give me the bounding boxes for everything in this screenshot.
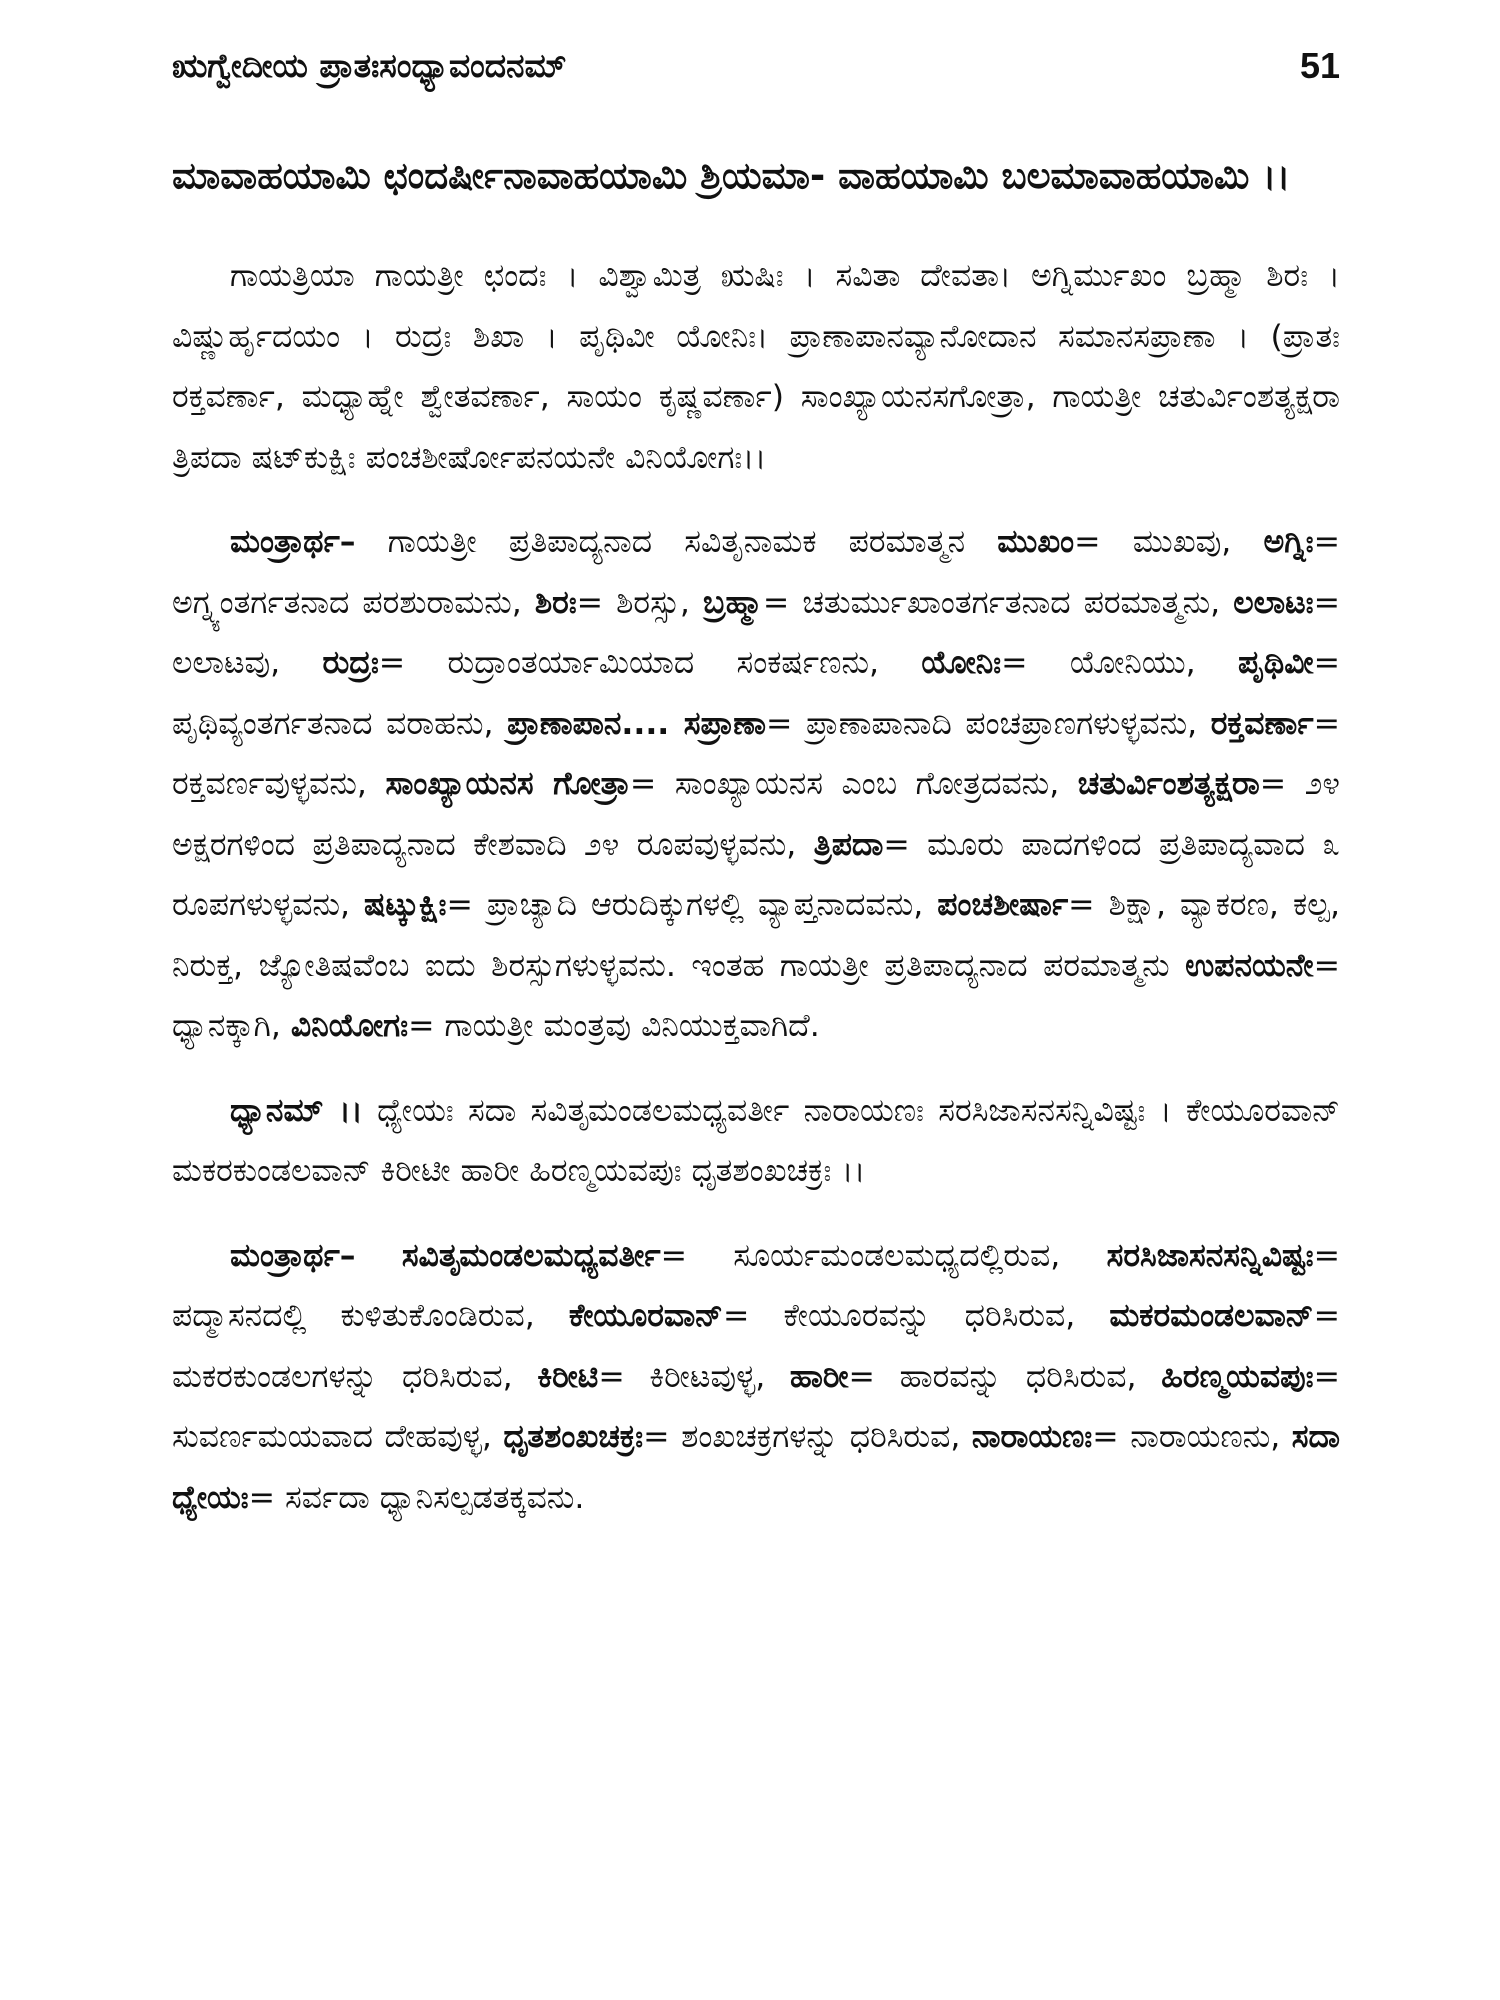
gloss-text: = ಚತುರ್ಮುಖಾಂತರ್ಗತನಾದ ಪರಮಾತ್ಮನು, [762,584,1234,621]
gloss-term: ಮಕರಮಂಡಲವಾನ್ [1109,1298,1314,1334]
gloss-text: = ಶಿರಸ್ಸು, [576,584,703,621]
gloss-text: = ಸಾಂಖ್ಯಾಯನಸ ಎಂಬ ಗೋತ್ರದವನು, [629,766,1078,802]
mantrartha-paragraph-2 [172,1226,1340,1529]
invocation-verse: ಮಾವಾಹಯಾಮಿ ಛಂದರ್ಷೀನಾವಾಹಯಾಮಿ ಶ್ರಿಯಮಾ- ವಾಹಯಾಮಿ ಬಲಮಾವಾಹಯಾಮಿ ।। [172,154,1291,197]
gloss-term: ಉಪನಯನೇ [1185,947,1314,984]
gloss-term: ಸದಾ ಧ್ಯೇಯಃ [172,1419,1340,1516]
gloss-term: ಬ್ರಹ್ಮಾ [702,584,763,621]
gloss-term: ಯೋನಿಃ [921,645,1002,681]
gloss-term: ಹಾರೀ [789,1358,849,1395]
dhyana-paragraph [172,1081,1340,1202]
gloss-text: = ಪೃಥಿವ್ಯಂತರ್ಗತನಾದ ವರಾಹನು, [172,645,1340,742]
gloss-text: = ಗಾಯತ್ರೀ ಮಂತ್ರವು ವಿನಿಯುಕ್ತವಾಗಿದೆ. [408,1008,820,1044]
mantrartha-paragraph-1 [172,512,1340,1057]
mantrartha-label: ಮಂತ್ರಾರ್ಥ– [230,1237,356,1274]
gloss-term: ರಕ್ತವರ್ಣಾ [1210,705,1314,742]
gloss-text: ಗಾಯತ್ರೀ ಪ್ರತಿಪಾದ್ಯನಾದ ಸವಿತೃನಾಮಕ ಪರಮಾತ್ಮನ [355,524,998,560]
page-number: 51 [1299,45,1340,86]
gloss-term: ಪೃಥಿವೀ [1237,645,1314,681]
page-header [172,38,1340,94]
gloss-text: = ಕೇಯೂರವನ್ನು ಧರಿಸಿರುವ, [722,1298,1110,1334]
gloss-text: = ಸುವರ್ಣಮಯವಾದ ದೇಹವುಳ್ಳ, [172,1358,1340,1455]
page-body [172,136,1340,1528]
gloss-term: ಪ್ರಾಣಾಪಾನ.... ಸಪ್ರಾಣಾ [507,705,767,742]
gloss-term: ಮುಖಂ [997,524,1075,560]
gloss-text: = ಸರ್ವದಾ ಧ್ಯಾನಿಸಲ್ಪಡತಕ್ಕವನು. [248,1479,585,1516]
gloss-text: = ಪದ್ಮಾಸನದಲ್ಲಿ ಕುಳಿತುಕೊಂಡಿರುವ, [172,1237,1340,1334]
gloss-text: = ಲಲಾಟವು, [172,584,1340,681]
gloss-term: ತ್ರಿಪದಾ [813,826,884,863]
mantrartha-label: ಮಂತ್ರಾರ್ಥ– [230,524,356,560]
gloss-text: = ಪ್ರಾಣಾಪಾನಾದಿ ಪಂಚಪ್ರಾಣಗಳುಳ್ಳವನು, [766,705,1211,742]
gloss-term: ವಿನಿಯೋಗಃ [290,1008,409,1044]
gloss-text: = ಕಿರೀಟವುಳ್ಳ, [598,1358,790,1395]
dhyana-verse: ಧ್ಯೇಯಃ ಸದಾ ಸವಿತೃಮಂಡಲಮಧ್ಯವರ್ತೀ ನಾರಾಯಣಃ ಸರಸಿಜಾಸನಸನ್ನಿವಿಷ್ಟಃ । ಕೇಯೂರವಾನ್ ಮಕರಕುಂಡಲವಾನ್ ಕಿರೀಟೀ ಹಾರೀ ಹಿರಣ್ಮಯವಪುಃ ಧೃತಶಂಖಚಕ್ರಃ ।। [172,1092,1340,1189]
running-title: ಋಗ್ವೇದೀಯ ಪ್ರಾತಃಸಂಧ್ಯಾವಂದನಮ್ [172,46,567,85]
gloss-text: = ಶಂಖಚಕ್ರಗಳನ್ನು ಧರಿಸಿರುವ, [643,1419,972,1455]
gloss-term: ಸವಿತೃಮಂಡಲಮಧ್ಯವರ್ತೀ [401,1237,661,1274]
gloss-term: ಅಗ್ನಿಃ [1263,524,1314,560]
gloss-text: = ೨೪ ಅಕ್ಷರಗಳಿಂದ ಪ್ರತಿಪಾದ್ಯನಾದ ಕೇಶವಾದಿ ೨೪ ರೂಪವುಳ್ಳವನು, [172,766,1340,863]
gloss-text: = ಪ್ರಾಚ್ಯಾದಿ ಆರುದಿಕ್ಕುಗಳಲ್ಲಿ ವ್ಯಾಪ್ತನಾದವನು, [446,887,938,923]
gloss-text: = ರಕ್ತವರ್ಣವುಳ್ಳವನು, [172,705,1340,802]
gloss-term: ನಾರಾಯಣಃ [971,1419,1093,1455]
gloss-text: = ಮೂರು ಪಾದಗಳಿಂದ ಪ್ರತಿಪಾದ್ಯವಾದ ೩ ರೂಪಗಳುಳ್ಳವನು, [172,826,1341,923]
gloss-text: = ಮಕರಕುಂಡಲಗಳನ್ನು ಧರಿಸಿರುವ, [172,1298,1340,1395]
gloss-term: ಸಾಂಖ್ಯಾಯನಸ ಗೋತ್ರಾ [385,766,630,802]
gloss-text: = ಸೂರ್ಯಮಂಡಲಮಧ್ಯದಲ್ಲಿರುವ, [660,1237,1107,1274]
gloss-term: ಹಿರಣ್ಮಯವಪುಃ [1161,1358,1314,1395]
gloss-text: = ಹಾರವನ್ನು ಧರಿಸಿರುವ, [848,1358,1162,1395]
gloss-term: ಲಲಾಟಃ [1233,584,1314,621]
gloss-term: ಸರಸಿಜಾಸನಸನ್ನಿವಿಷ್ಟಃ [1106,1237,1314,1274]
gloss-text: = ಯೋನಿಯು, [1001,645,1238,681]
gloss-term: ಶಿರಃ [534,584,577,621]
viniyoga-paragraph: ಗಾಯತ್ರಿಯಾ ಗಾಯತ್ರೀ ಛಂದಃ । ವಿಶ್ವಾಮಿತ್ರ ಋಷಿಃ । ಸವಿತಾ ದೇವತಾ। ಅಗ್ನಿರ್ಮುಖಂ ಬ್ರಹ್ಮಾ ಶಿರಃ । ವಿಷ್ಣುರ್ಹೃದಯಂ । ರುದ್ರಃ ಶಿಖಾ । ಪೃಥಿವೀ ಯೋನಿಃ। ಪ್ರಾಣಾಪಾನವ್ಯಾನೋದಾನ ಸಮಾನಸಪ್ರಾಣಾ । (ಪ್ರಾತಃ ರಕ್ತವರ್ಣಾ, ಮಧ್ಯಾಹ್ನೇ ಶ್ವೇತವರ್ಣಾ, ಸಾಯಂ ಕೃಷ್ಣವರ್ಣಾ) ಸಾಂಖ್ಯಾಯನಸಗೋತ್ರಾ, ಗಾಯತ್ರೀ ಚತುರ್ವಿಂಶತ್ಯಕ್ಷರಾ ತ್ರಿಪದಾ ಷಟ್‌ಕುಕ್ಷಿಃ ಪಂಚಶೀರ್ಷೋಪನಯನೇ ವಿನಿಯೋಗಃ।। [172,258,1340,476]
gloss-term: ಕಿರೀಟಿ [537,1358,599,1395]
gloss-text: = ರುದ್ರಾಂತರ್ಯಾಮಿಯಾದ ಸಂಕರ್ಷಣನು, [378,645,922,681]
gloss-term: ಧೃತಶಂಖಚಕ್ರಃ [503,1419,644,1455]
gloss-text: = ಅಗ್ನ್ಯಂತರ್ಗತನಾದ ಪರಶುರಾಮನು, [172,524,1340,621]
gloss-term: ಪಂಚಶೀರ್ಷಾ [937,887,1069,923]
gloss-text: = ಧ್ಯಾನಕ್ಕಾಗಿ, [172,947,1340,1044]
dhyana-label: ಧ್ಯಾನಮ್ ।। [230,1092,363,1129]
gloss-text: = ನಾರಾಯಣನು, [1092,1419,1292,1455]
gloss-text: = ಶಿಕ್ಷಾ, ವ್ಯಾಕರಣ, ಕಲ್ಪ, ನಿರುಕ್ತ, ಜ್ಯೋತಿಷವೆಂಬ ಐದು ಶಿರಸ್ಸುಗಳುಳ್ಳವನು. ಇಂತಹ ಗಾಯತ್ರೀ ಪ್ರತಿಪಾದ್ಯನಾದ ಪರಮಾತ್ಮನು [172,887,1340,984]
gloss-text: = ಮುಖವು, [1074,524,1264,560]
gloss-term: ರುದ್ರಃ [322,645,379,681]
gloss-term: ಷಟ್ಕುಕ್ಷಿಃ [364,887,447,923]
gloss-term: ಚತುರ್ವಿಂಶತ್ಯಕ್ಷರಾ [1077,766,1260,802]
gloss-term: ಕೇಯೂರವಾನ್ [568,1298,723,1334]
